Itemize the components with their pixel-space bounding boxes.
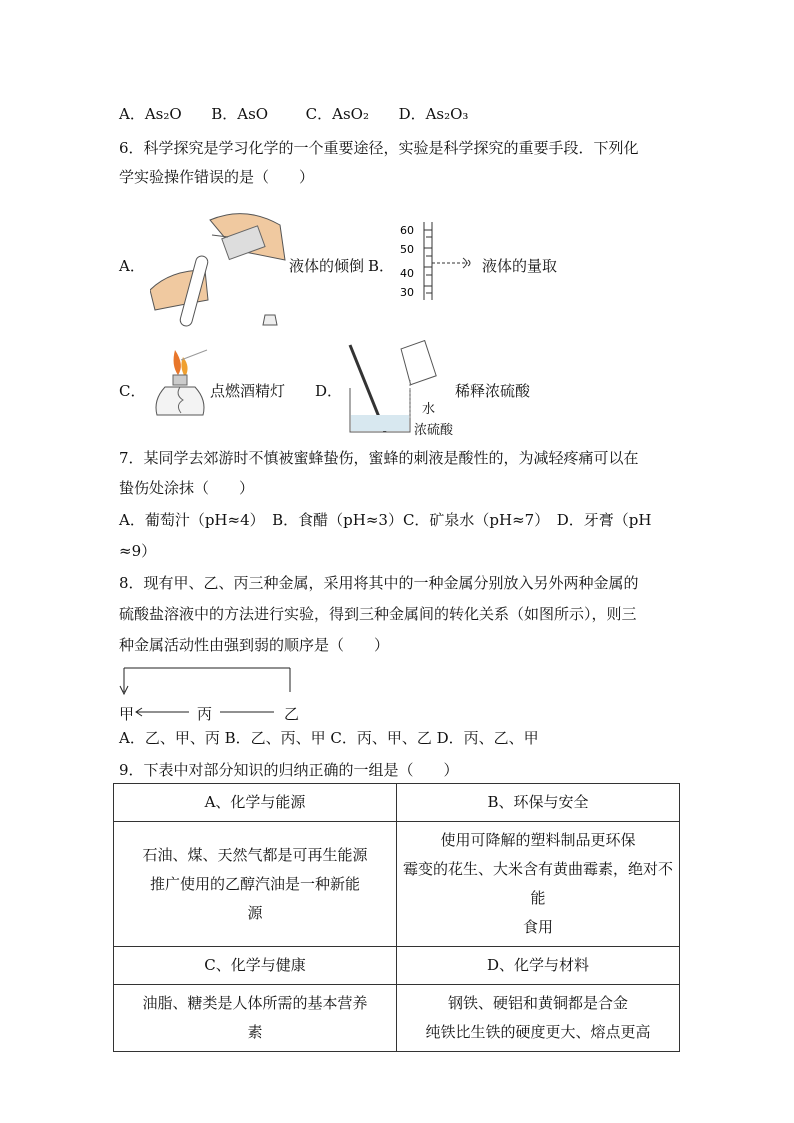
q8-stem-line2: 硫酸盐溶液中的方法进行实验，得到三种金属间的转化关系（如图所示），则三 bbox=[119, 605, 637, 623]
q7-options-line1: A．葡萄汁（pH≈4） B．食醋（pH≈3）C．矿泉水（pH≈7） D．牙膏（pH bbox=[119, 511, 652, 529]
q6-d-label: D． bbox=[315, 382, 343, 400]
q7-stem-line2: 蛰伤处涂抹（ ） bbox=[119, 479, 255, 497]
q9-stem: 9．下表中对部分知识的归纳正确的一组是（ ） bbox=[119, 761, 459, 779]
q6-stem-line1: 6．科学探究是学习化学的一个重要途径，实验是科学探究的重要手段．下列化 bbox=[119, 139, 639, 157]
cell-b-line1: 使用可降解的塑料制品更环保 bbox=[440, 831, 636, 849]
q6-b-text: 液体的量取 bbox=[482, 257, 558, 275]
cylinder-tick-30: 30 bbox=[400, 286, 414, 299]
table-cell-d bbox=[397, 985, 680, 1052]
table-head-b: B、环保与安全 bbox=[397, 784, 680, 822]
q6-stem-line2: 学实验操作错误的是（ ） bbox=[119, 168, 315, 186]
q6-d-text: 稀释浓硫酸 bbox=[455, 382, 531, 400]
q7-options-line2: ≈9） bbox=[119, 542, 157, 560]
cell-c-line1: 油脂、糖类是人体所需的基本营养 bbox=[142, 994, 368, 1012]
table-cell-b bbox=[397, 822, 680, 947]
knowledge-table bbox=[113, 783, 680, 1052]
q6-c-label: C． bbox=[119, 382, 146, 400]
beaker-water-label: 水 bbox=[422, 402, 436, 417]
diagram-right-metal: 乙 bbox=[284, 705, 300, 723]
q5-option-a: A．As₂O bbox=[119, 105, 182, 123]
cell-a-line2: 推广使用的乙醇汽油是一种新能 bbox=[149, 874, 360, 893]
cell-d-line1: 钢铁、硬铝和黄铜都是合金 bbox=[447, 994, 628, 1012]
q6-c-text: 点燃酒精灯 bbox=[210, 382, 286, 400]
cell-c-line2: 素 bbox=[247, 1023, 263, 1041]
cell-b-line2: 霉变的花生、大米含有黄曲霉素，绝对不能 bbox=[403, 860, 674, 907]
q5-option-b: B．AsO bbox=[211, 105, 269, 123]
table-head-c: C、化学与健康 bbox=[114, 947, 397, 985]
q5-option-c: C．AsO₂ bbox=[305, 105, 369, 123]
diagram-left-metal: 甲 bbox=[119, 705, 135, 723]
cylinder-tick-40: 40 bbox=[400, 267, 414, 280]
q5-options bbox=[119, 103, 468, 124]
diagram-middle-metal: 丙 bbox=[197, 705, 213, 723]
q5-option-d: D．As₂O₃ bbox=[398, 105, 469, 123]
table-cell-c bbox=[114, 985, 397, 1052]
q6-a-label: A． bbox=[119, 257, 145, 275]
cell-b-line3: 食用 bbox=[522, 918, 553, 936]
q6-b-label: B． bbox=[368, 257, 395, 275]
cell-a-line1: 石油、煤、天然气都是可再生能源 bbox=[142, 845, 368, 864]
graduated-cylinder-illustration bbox=[398, 220, 483, 302]
table-cell-a bbox=[114, 822, 397, 947]
metal-conversion-diagram bbox=[118, 666, 298, 702]
cell-d-line2: 纯铁比生铁的硬度更大、熔点更高 bbox=[425, 1023, 651, 1041]
table-head-d: D、化学与材料 bbox=[397, 947, 680, 985]
q8-stem-line1: 8．现有甲、乙、丙三种金属，采用将其中的一种金属分别放入另外两种金属的 bbox=[119, 574, 639, 592]
q6-a-text: 液体的倾倒 bbox=[289, 257, 365, 275]
cylinder-tick-60: 60 bbox=[400, 224, 414, 237]
table-head-a: A、化学与能源 bbox=[114, 784, 397, 822]
cylinder-tick-50: 50 bbox=[400, 243, 414, 256]
q8-options: A．乙、甲、丙 B．乙、丙、甲 C．丙、甲、乙 D．丙、乙、甲 bbox=[119, 729, 539, 747]
alcohol-lamp-illustration bbox=[145, 345, 210, 425]
q7-stem-line1: 7．某同学去郊游时不慎被蜜蜂蛰伤，蜜蜂的刺液是酸性的，为减轻疼痛可以在 bbox=[119, 449, 639, 467]
q8-stem-line3: 种金属活动性由强到弱的顺序是（ ） bbox=[119, 636, 390, 654]
pouring-illustration bbox=[150, 205, 290, 330]
beaker-acid-label: 浓硫酸 bbox=[414, 423, 454, 438]
cell-a-line3: 源 bbox=[247, 903, 263, 922]
